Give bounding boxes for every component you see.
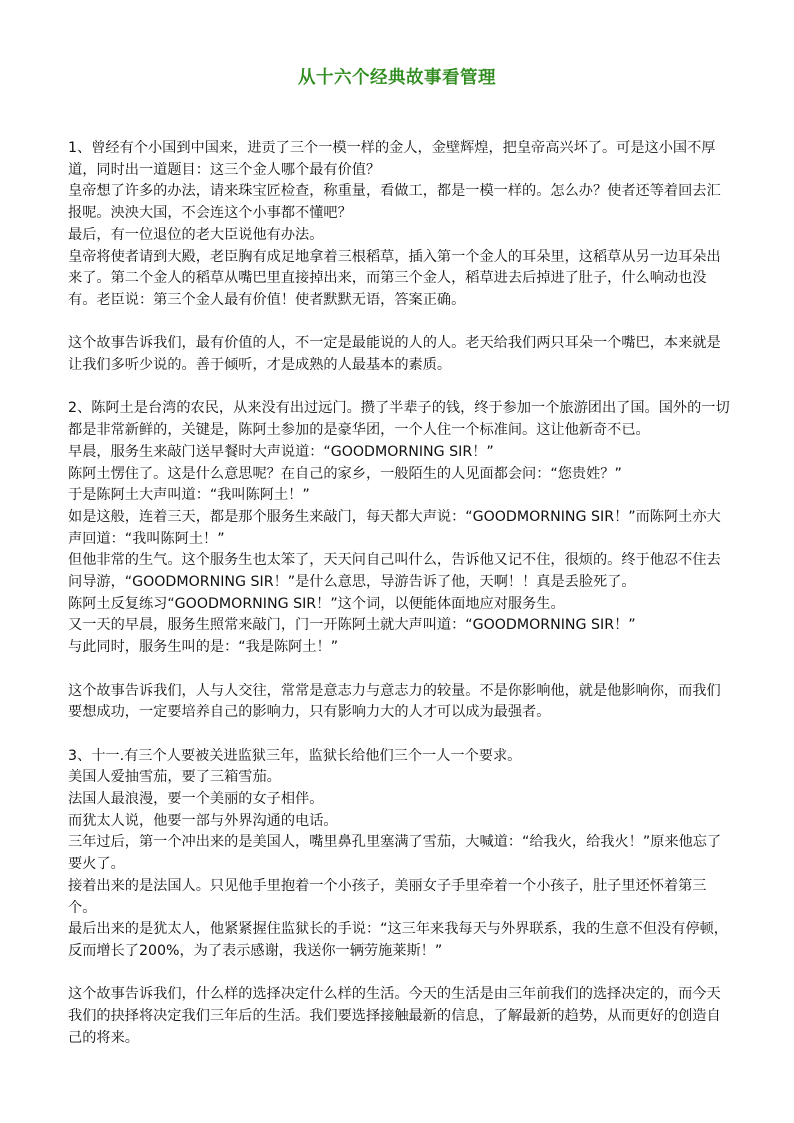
story-3-paragraph-7: 最后出来的是犹太人，他紧紧握住监狱长的手说：“这三年来我每天与外界联系，我的生意不但没有停顿，反而增长了200%，为了表示感谢，我送你一辆劳施莱斯！” xyxy=(68,921,728,959)
story-2-paragraph-5: 如是这般，连着三天，都是那个服务生来敲门，每天都大声说：“GOODMORNING SIR！”而陈阿土亦大声回道：“我叫陈阿土！” xyxy=(68,508,721,547)
story-2-paragraph-2: 早晨，服务生来敲门送早餐时大声说道：“GOODMORNING SIR！” xyxy=(68,443,494,460)
story-1 xyxy=(68,138,734,312)
story-2-paragraph-4: 于是陈阿土大声叫道：“我叫陈阿土！” xyxy=(68,487,310,504)
story-2-paragraph-8: 又一天的早晨，服务生照常来敲门，门一开陈阿土就大声叫道：“GOODMORNING SIR！” xyxy=(68,617,636,634)
story-2-paragraph-6: 但他非常的生气。这个服务生也太笨了，天天问自己叫什么，告诉他又记不住，很烦的。终于他忍不住去问导游，“GOODMORNING SIR！”是什么意思，导游告诉了他，天啊！！真是丢脸死了。 xyxy=(68,552,721,591)
story-2-moral: 这个故事告诉我们，人与人交往，常常是意志力与意志力的较量。不是你影响他，就是他影响你，而我们要想成功，一定要培养自己的影响力，只有影响力大的人才可以成为最强者。 xyxy=(68,682,721,721)
story-3-paragraph-3: 法国人最浪漫，要一个美丽的女子相伴。 xyxy=(68,791,324,808)
story-3-paragraph-6: 接着出来的是法国人。只见他手里抱着一个小孩子，美丽女子手里牵着一个小孩子，肚子里还怀着第三个。 xyxy=(68,877,707,916)
story-3 xyxy=(68,746,734,963)
story-2-paragraph-9: 与此同时，服务生叫的是：“我是陈阿土！” xyxy=(68,639,339,656)
story-3-paragraph-5: 三年过后，第一个冲出来的是美国人，嘴里鼻孔里塞满了雪茄，大喊道：“给我火，给我火！”原来他忘了要火了。 xyxy=(68,834,722,873)
page-title: 从十六个经典故事看管理 xyxy=(298,68,496,88)
story-3-moral: 这个故事告诉我们，什么样的选择决定什么样的生活。今天的生活是由三年前我们的选择决定的，而今天我们的抉择将决定我们三年后的生活。我们要选择接触最新的信息，了解最新的趋势，从而更好的创造自己的将来。 xyxy=(68,986,721,1046)
paragraph-gap xyxy=(68,724,734,746)
story-3-paragraph-4: 而犹太人说，他要一部与外界沟通的电话。 xyxy=(68,812,338,829)
paragraph-gap xyxy=(68,659,734,681)
story-2-paragraph-7: 陈阿土反复练习“GOODMORNING SIR！”这个词，以便能体面地应对服务生。 xyxy=(68,595,565,612)
story-1-paragraph-4: 皇帝将使者请到大殿，老臣胸有成足地拿着三根稻草，插入第一个金人的耳朵里，这稻草从另一边耳朵出来了。第二个金人的稻草从嘴巴里直接掉出来，而第三个金人，稻草进去后掉进了肚子，什么响动也没有。老臣说：第三个金人最有价值！使者默默无语，答案正确。 xyxy=(68,248,721,308)
story-2-paragraph-3: 陈阿土愣住了。这是什么意思呢？在自己的家乡，一般陌生的人见面都会问：“您贵姓？” xyxy=(68,465,622,482)
paragraph-gap xyxy=(68,377,734,399)
paragraph-gap xyxy=(68,312,734,334)
story-1-paragraph-2: 皇帝想了许多的办法，请来珠宝匠检查，称重量，看做工，都是一模一样的。怎么办？使者还等着回去汇报呢。泱泱大国，不会连这个小事都不懂吧？ xyxy=(68,183,721,222)
story-1-paragraph-1: 1、曾经有个小国到中国来，进贡了三个一模一样的金人，金壁辉煌，把皇帝高兴坏了。可是这小国不厚道，同时出一道题目：这三个金人哪个最有价值？ xyxy=(68,140,716,178)
story-1-paragraph-3: 最后，有一位退位的老大臣说他有办法。 xyxy=(68,226,324,243)
story-1-moral: 这个故事告诉我们，最有价值的人，不一定是最能说的人的人。老天给我们两只耳朵一个嘴巴，本来就是让我们多听少说的。善于倾听，才是成熟的人最基本的素质。 xyxy=(68,335,721,374)
story-3-paragraph-1: 3、十一.有三个人要被关进监狱三年，监狱长给他们三个一人一个要求。 xyxy=(68,747,522,764)
article-body xyxy=(68,138,734,1049)
story-3-paragraph-2: 美国人爱抽雪茄，要了三箱雪茄。 xyxy=(68,769,281,786)
story-2-paragraph-1: 2、陈阿土是台湾的农民，从来没有出过远门。攒了半辈子的钱，终于参加一个旅游团出了国。国外的一切都是非常新鲜的，关键是，陈阿土参加的是豪华团，一个人住一个标准间。这让他新奇不已。 xyxy=(68,400,730,439)
story-2 xyxy=(68,398,734,658)
paragraph-gap xyxy=(68,963,734,985)
